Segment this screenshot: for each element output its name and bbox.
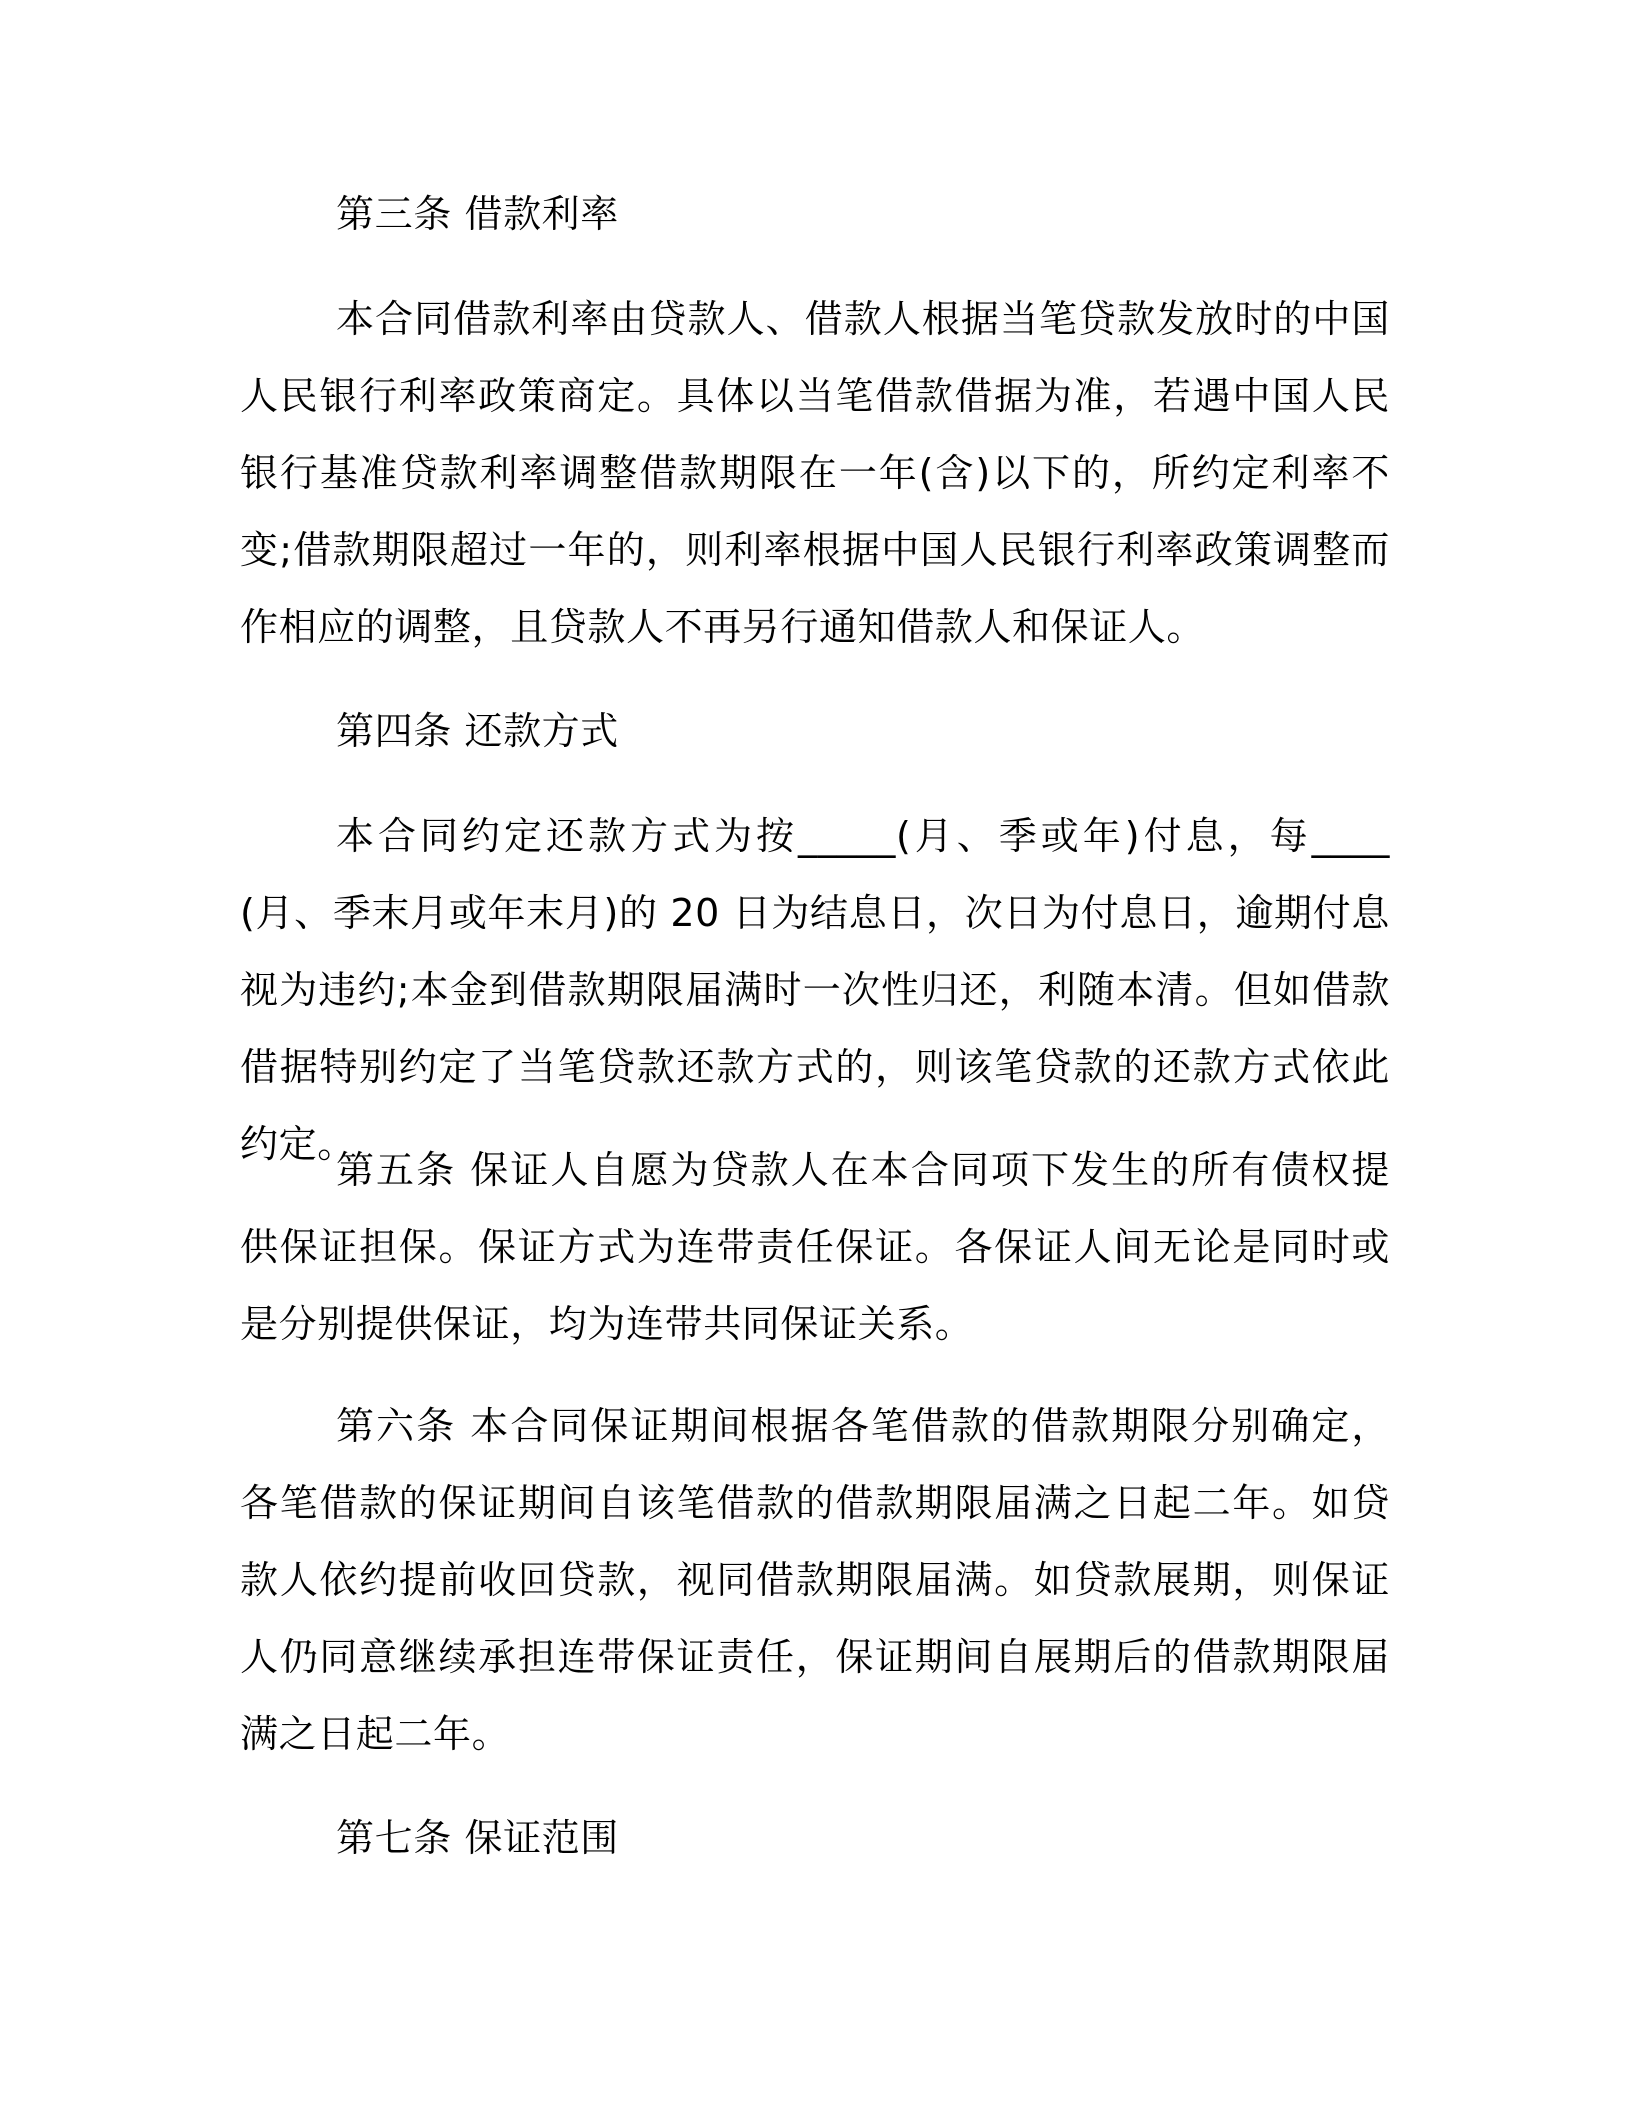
article-6-body: 第六条 本合同保证期间根据各笔借款的借款期限分别确定，各笔借款的保证期间自该笔借款的借款期限届满之日起二年。如贷款人依约提前收回贷款，视同借款期限届满。如贷款展期，则保证人仍同意继续承担连带保证责任，保证期间自展期后的借款期限届满之日起二年。: [240, 1404, 1390, 1756]
article-3-body: 本合同借款利率由贷款人、借款人根据当笔贷款发放时的中国人民银行利率政策商定。具体以当笔借款借据为准，若遇中国人民银行基准贷款利率调整借款期限在一年(含)以下的，所约定利率不变;借款期限超过一年的，则利率根据中国人民银行利率政策调整而作相应的调整，且贷款人不再另行通知借款人和保证人。: [240, 297, 1390, 649]
article-4-body: 本合同约定还款方式为按_____(月、季或年)付息，每____(月、季末月或年末月)的 20 日为结息日，次日为付息日，逾期付息视为违约;本金到借款期限届满时一次性归还，利随本清。但如借款借据特别约定了当笔贷款还款方式的，则该笔贷款的还款方式依此约定。: [240, 814, 1390, 1166]
article-3-heading: 第三条 借款利率: [336, 192, 619, 236]
article-7-heading: 第七条 保证范围: [336, 1816, 619, 1860]
article-5-body: 第五条 保证人自愿为贷款人在本合同项下发生的所有债权提供保证担保。保证方式为连带责任保证。各保证人间无论是同时或是分别提供保证，均为连带共同保证关系。: [240, 1148, 1390, 1346]
article-4-heading: 第四条 还款方式: [336, 709, 619, 753]
